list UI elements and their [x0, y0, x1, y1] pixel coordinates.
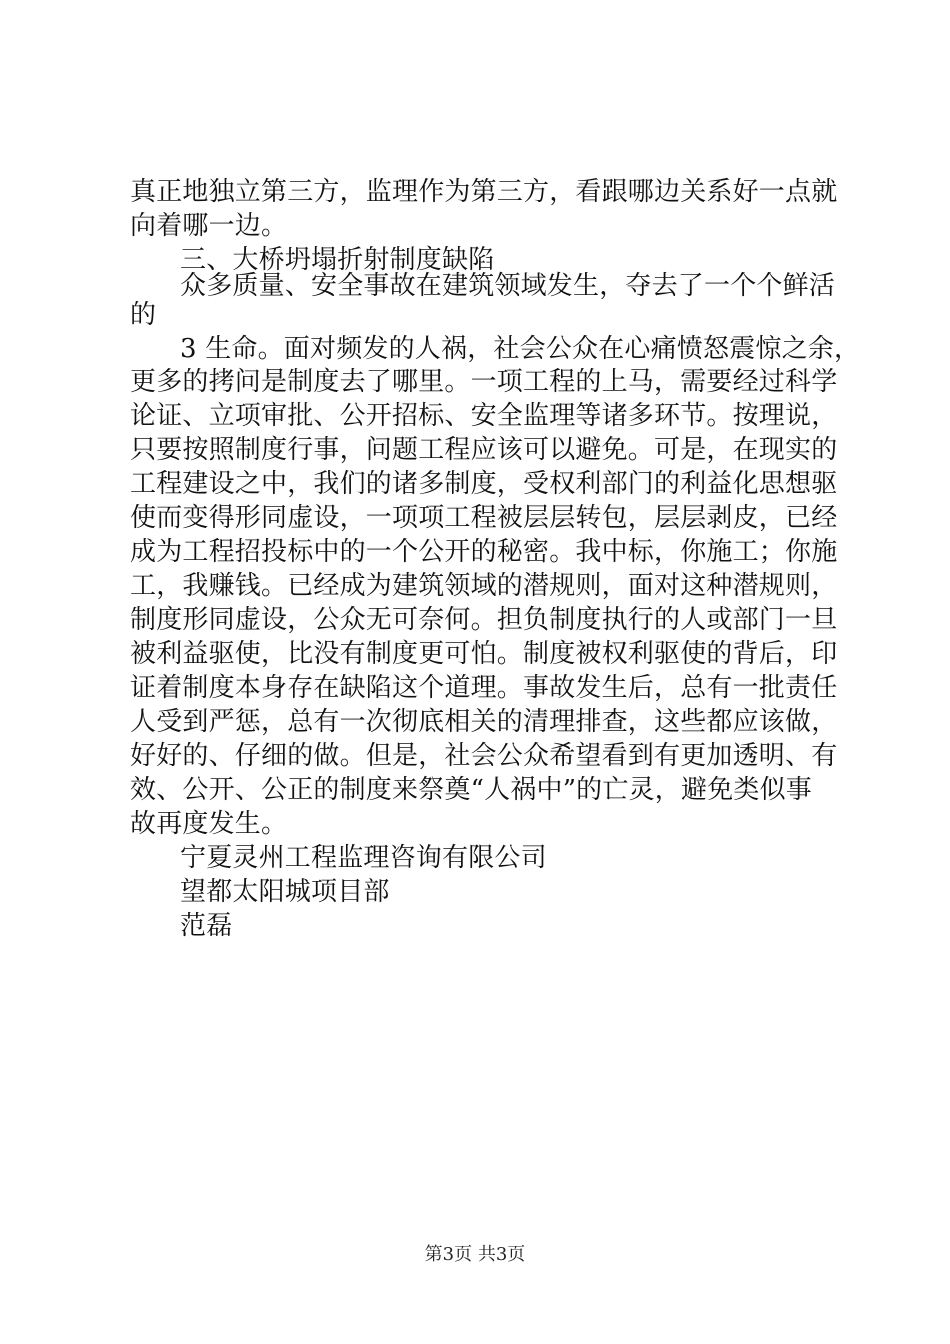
section-heading: 三、大桥坍塌折射制度缺陷 — [180, 245, 495, 275]
text-line-10: 工程建设之中，我们的诸多制度，受权利部门的利益化思想驱 — [130, 469, 838, 499]
text-line-17: 人受到严惩，总有一次彻底相关的清理排查，这些都应该做， — [130, 707, 838, 737]
company-name: 宁夏灵州工程监理咨询有限公司 — [180, 843, 547, 873]
text-line-8: 论证、立项审批、公开招标、安全监理等诸多环节。按理说， — [130, 401, 838, 431]
text-line-7: 更多的拷问是制度去了哪里。一项工程的上马，需要经过科学 — [130, 367, 838, 397]
text-line-18: 好好的、仔细的做。但是，社会公众希望看到有更加透明、有 — [130, 741, 838, 771]
text-line-6: 3 生命。面对频发的人祸，社会公众在心痛愤怒震惊之余， — [180, 334, 861, 364]
text-line-5: 的 — [130, 300, 157, 330]
text-line-20: 故再度发生。 — [130, 809, 288, 839]
project-department: 望都太阳城项目部 — [180, 877, 390, 907]
text-line-19: 效、公开、公正的制度来祭奠“人祸中”的亡灵，避免类似事 — [130, 775, 812, 805]
page-footer: 第3页 共3页 — [424, 1244, 526, 1265]
text-line-4: 众多质量、安全事故在建筑领域发生，夺去了一个个鲜活 — [180, 271, 836, 301]
text-line-12: 成为工程招投标中的一个公开的秘密。我中标，你施工；你施 — [130, 537, 838, 567]
text-line-16: 证着制度本身存在缺陷这个道理。事故发生后，总有一批责任 — [130, 673, 838, 703]
text-line-1: 真正地独立第三方，监理作为第三方，看跟哪边关系好一点就 — [130, 177, 838, 207]
author-name: 范磊 — [180, 911, 233, 941]
text-line-14: 制度形同虚设，公众无可奈何。担负制度执行的人或部门一旦 — [130, 605, 838, 635]
text-line-13: 工，我赚钱。已经成为建筑领域的潜规则，面对这种潜规则， — [130, 571, 838, 601]
text-line-9: 只要按照制度行事，问题工程应该可以避免。可是，在现实的 — [130, 435, 838, 465]
text-line-11: 使而变得形同虚设，一项项工程被层层转包，层层剥皮，已经 — [130, 503, 838, 533]
text-line-2: 向着哪一边。 — [130, 211, 288, 241]
text-line-15: 被利益驱使，比没有制度更可怕。制度被权利驱使的背后，印 — [130, 639, 838, 669]
